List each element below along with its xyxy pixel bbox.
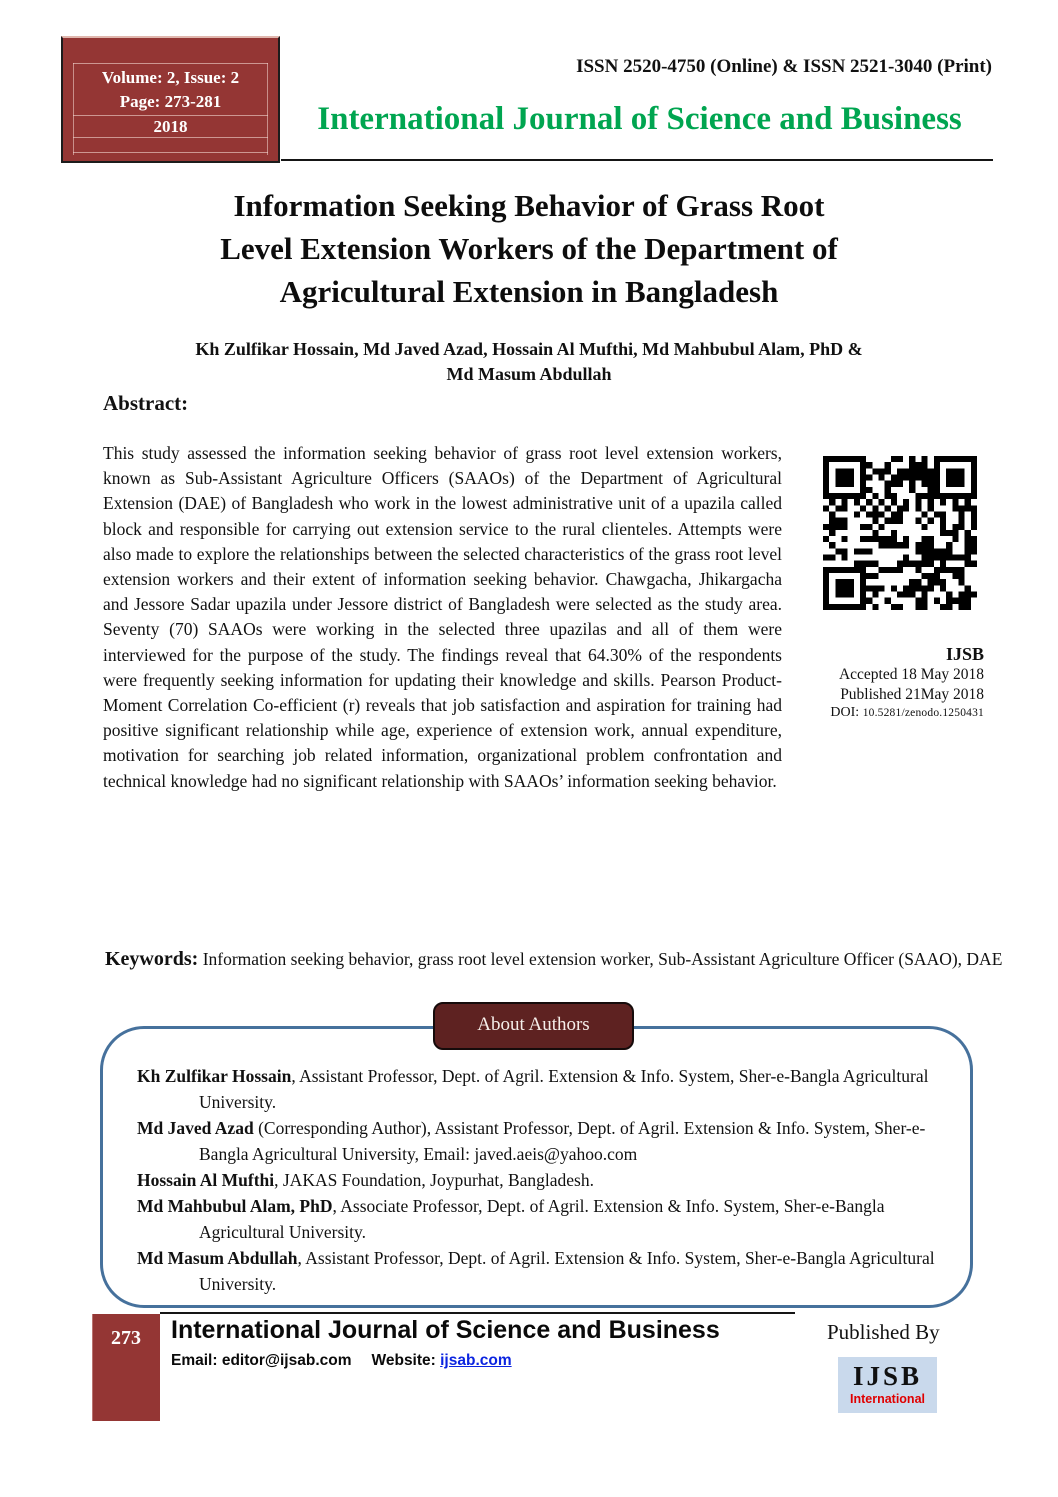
about-authors-badge: About Authors [433,1002,634,1050]
doi-label: DOI: [830,705,860,720]
author-bio [137,1063,942,1115]
author-affiliation: , Assistant Professor, Dept. of Agril. Extension & Info. System, Sher-e-Bangla Agricultural University. [199,1248,935,1294]
header-rule [281,159,993,161]
doi-line [830,704,984,722]
author-bio [137,1193,942,1245]
volume-box-divider [73,63,268,64]
author-name: Md Masum Abdullah [137,1248,298,1268]
qr-code [823,456,977,610]
article-title-line: Level Extension Workers of the Department of [220,231,838,266]
ijsb-logo-subtitle: International [849,1392,925,1406]
doi-value: 10.5281/zenodo.1250431 [862,707,984,719]
author-affiliation: (Corresponding Author), Assistant Professor, Dept. of Agril. Extension & Info. System, Sher-e-Bangla Agricultural University, Email: javed.aeis@yahoo.com [199,1118,926,1164]
author-name: Md Javed Azad [137,1118,254,1138]
abstract-text: This study assessed the information seeking behavior of grass root level extension workers, known as Sub-Assistant Agriculture Officers (SAAOs) of the Department of Agricultural Extension (DAE) of Bangladesh who work in the lowest administrative unit of a upazila called block and responsible for carrying out extension service to the rural clienteles. Attempts were also made to explore the relationships between the selected characteristics of the grass root level extension workers and their extent of information seeking behavior. Chawgacha, Jhikargacha and Jessore Sadar upazila under Jessore district of Bangladesh were selected as the study area. Seventy (70) SAAOs were working in the selected three upazilas and all of them were interviewed for the purpose of the study. The findings reveal that 64.30% of the respondents were frequently seeking information for updating their knowledge and skills. Pearson Product-Moment Correlation Co-efficient (r) reveals that job satisfaction and aspiration for training had positive significant relationship while age, experience of extension work, annual expenditure, motivation for searching job related information, organizational problem confrontation and technical knowledge had no significant relationship with SAAOs’ information seeking behavior. [103,443,782,791]
journal-title-header: International Journal of Science and Business [317,101,962,137]
author-affiliation: , JAKAS Foundation, Joypurhat, Bangladesh. [274,1170,594,1190]
author-affiliation: , Assistant Professor, Dept. of Agril. Extension & Info. System, Sher-e-Bangla Agricultural University. [199,1066,929,1112]
footer-contact-line [171,1352,512,1370]
volume-info-box [61,36,280,163]
article-title-line: Information Seeking Behavior of Grass Root [233,188,825,223]
ijsb-logo [838,1357,937,1413]
author-bio [137,1245,942,1297]
website-link[interactable]: ijsab.com [440,1352,512,1369]
volume-box-divider [73,152,268,153]
ijsb-logo-title: IJSB [852,1361,923,1391]
issn-line: ISSN 2520-4750 (Online) & ISSN 2521-3040 (Print) [576,56,992,77]
article-title-line: Agricultural Extension in Bangladesh [279,274,779,309]
keywords-line [105,946,1048,972]
keywords-label: Keywords: [105,948,199,970]
article-title [55,184,1003,313]
author-name: Md Mahbubul Alam, PhD [137,1196,333,1216]
journal-abbrev: IJSB [945,644,984,664]
author-affiliation: , Associate Professor, Dept. of Agril. Extension & Info. System, Sher-e-Bangla Agricultural University. [199,1196,885,1242]
year-label: 2018 [153,117,188,136]
accepted-date: Accepted 18 May 2018 [838,666,984,683]
email-address: editor@ijsab.com [217,1352,352,1369]
email-label: Email: [171,1352,218,1369]
page-range-label: Page: 273-281 [119,92,222,111]
author-list [55,337,1003,387]
author-name: Kh Zulfikar Hossain [137,1066,292,1086]
author-list-line: Kh Zulfikar Hossain, Md Javed Azad, Hossain Al Mufthi, Md Mahbubul Alam, PhD & [195,339,863,359]
author-name: Hossain Al Mufthi [137,1170,275,1190]
author-bio [137,1167,942,1193]
page-number-badge: 273 [92,1314,160,1421]
about-authors-content [103,1029,970,1297]
abstract-heading: Abstract: [103,391,189,415]
keywords-text: Information seeking behavior, grass root level extension worker, Sub-Assistant Agriculture Officer (SAAO), DAE [198,949,1003,969]
author-list-line: Md Masum Abdullah [446,364,612,384]
published-date: Published 21May 2018 [840,685,984,703]
author-bio [137,1115,942,1167]
footer-journal-title: International Journal of Science and Business [171,1316,720,1344]
published-by-label: Published By [827,1320,940,1344]
volume-issue-label: Volume: 2, Issue: 2 [101,68,240,87]
publication-meta [830,643,984,722]
about-authors-box [100,1026,973,1308]
website-label: Website: [371,1352,436,1369]
footer-rule [160,1312,795,1314]
